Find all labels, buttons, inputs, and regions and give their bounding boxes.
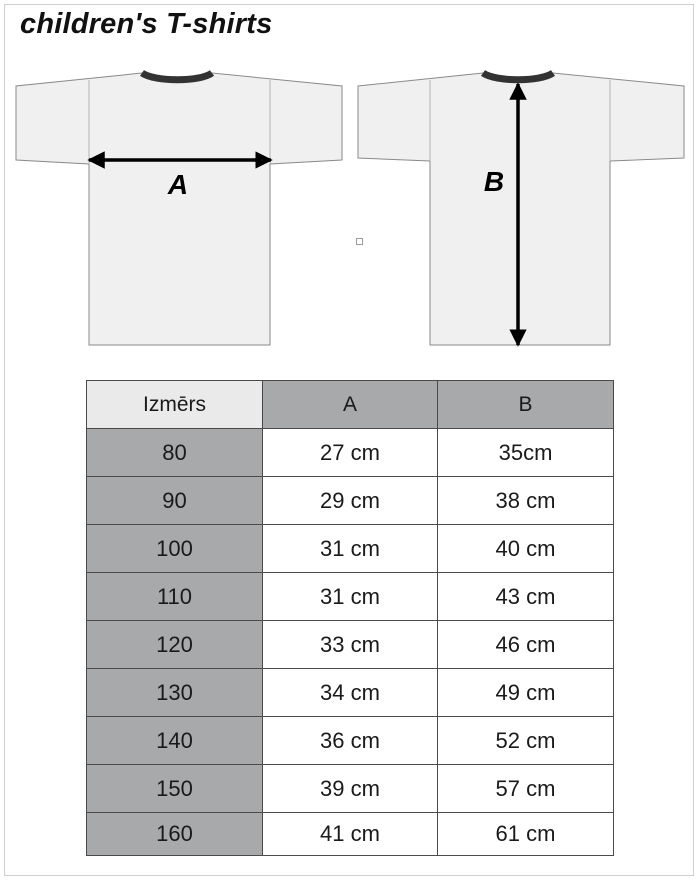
size-cell: 150 (87, 765, 263, 813)
front-tshirt-icon (16, 73, 342, 345)
length-cell: 61 cm (438, 813, 614, 856)
page-title: children's T-shirts (20, 8, 273, 40)
column-header-size: Izmērs (87, 381, 263, 429)
table-row (87, 621, 614, 669)
size-cell: 90 (87, 477, 263, 525)
length-cell: 35cm (438, 429, 614, 477)
back-tshirt-icon (358, 73, 684, 345)
column-header-b: B (438, 381, 614, 429)
table-row (87, 573, 614, 621)
size-cell: 80 (87, 429, 263, 477)
length-cell: 40 cm (438, 525, 614, 573)
size-cell: 120 (87, 621, 263, 669)
size-cell: 110 (87, 573, 263, 621)
table-row (87, 765, 614, 813)
width-cell: 27 cm (263, 429, 438, 477)
length-cell: 49 cm (438, 669, 614, 717)
table-header-row (87, 381, 614, 429)
size-cell: 140 (87, 717, 263, 765)
table-row (87, 429, 614, 477)
label-b: B (483, 166, 505, 197)
length-cell: 46 cm (438, 621, 614, 669)
width-cell: 34 cm (263, 669, 438, 717)
width-cell: 33 cm (263, 621, 438, 669)
width-cell: 29 cm (263, 477, 438, 525)
table-row (87, 717, 614, 765)
column-header-a: A (263, 381, 438, 429)
table-row (87, 669, 614, 717)
length-cell: 57 cm (438, 765, 614, 813)
table-row (87, 813, 614, 856)
width-cell: 31 cm (263, 525, 438, 573)
label-a: A (167, 169, 189, 200)
length-cell: 38 cm (438, 477, 614, 525)
length-cell: 43 cm (438, 573, 614, 621)
decorative-marker (356, 238, 363, 245)
size-chart-table (86, 380, 614, 856)
width-cell: 41 cm (263, 813, 438, 856)
table-row (87, 525, 614, 573)
tshirt-measurement-diagram (0, 0, 700, 370)
width-cell: 36 cm (263, 717, 438, 765)
size-cell: 130 (87, 669, 263, 717)
size-cell: 160 (87, 813, 263, 856)
length-cell: 52 cm (438, 717, 614, 765)
width-cell: 39 cm (263, 765, 438, 813)
size-cell: 100 (87, 525, 263, 573)
table-row (87, 477, 614, 525)
width-cell: 31 cm (263, 573, 438, 621)
